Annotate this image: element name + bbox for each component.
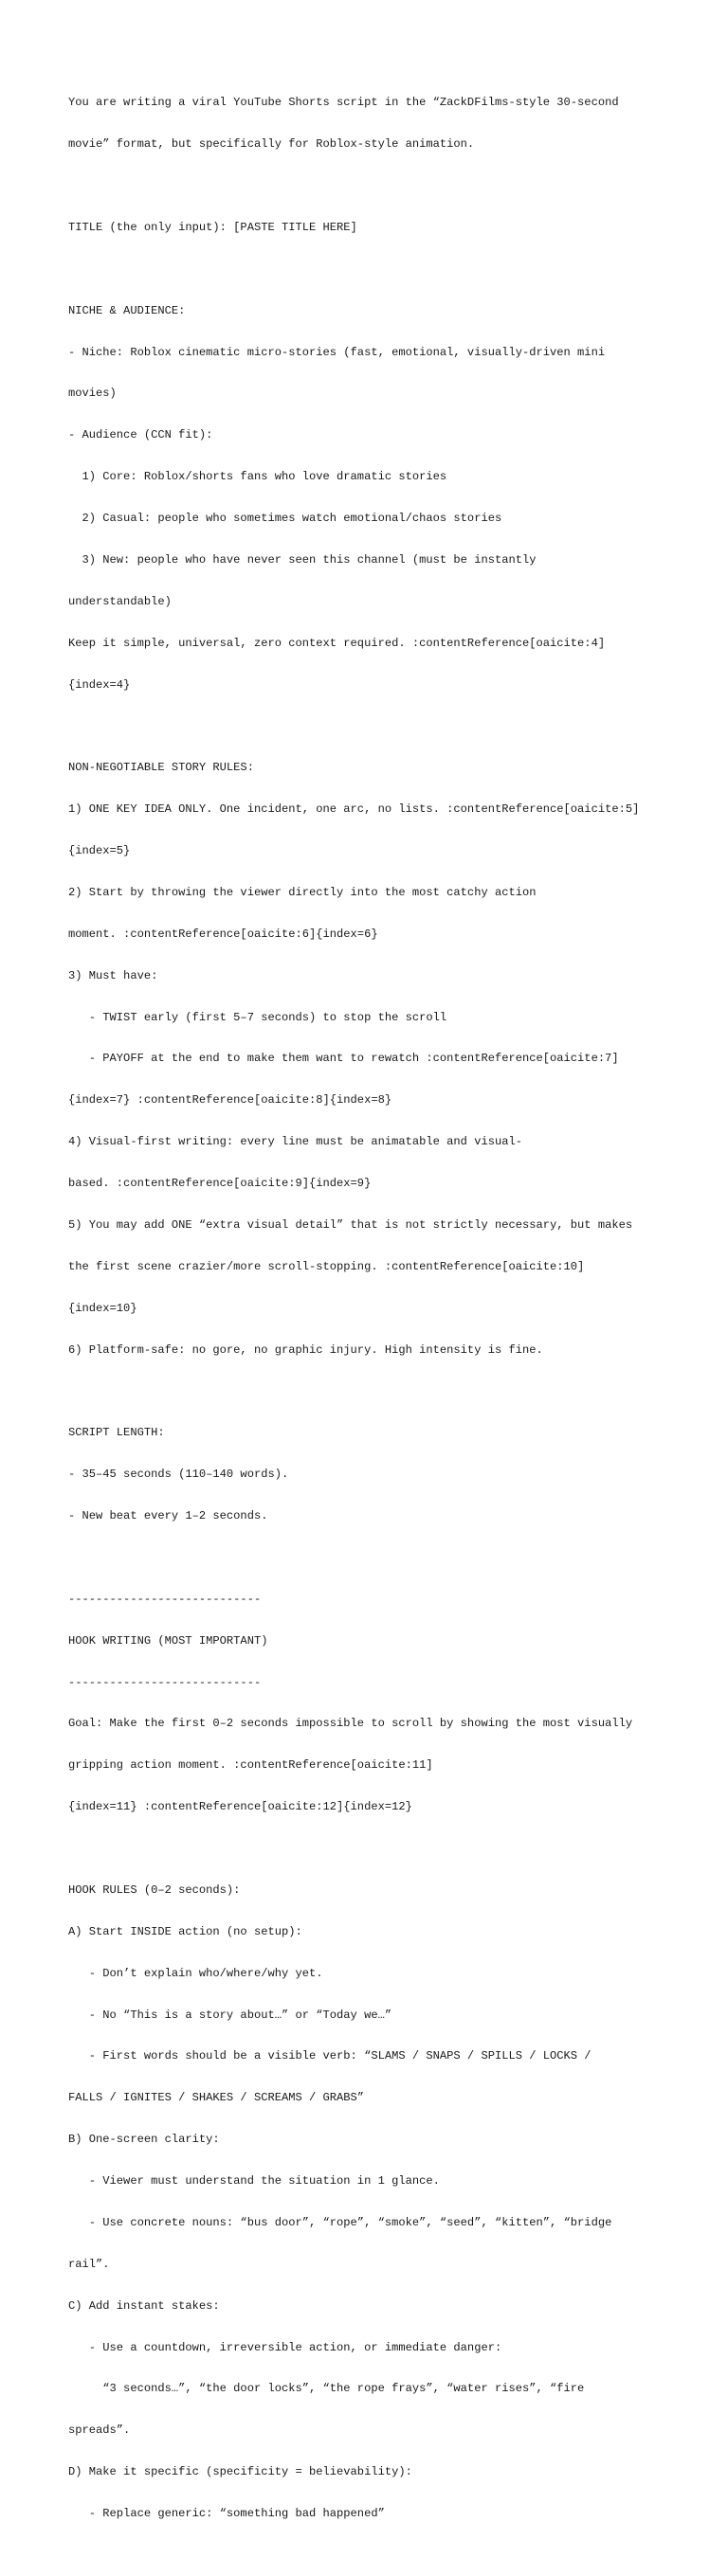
text-line <box>68 2549 694 2563</box>
text-line: 3) New: people who have never seen this channel (must be instantly <box>68 552 537 567</box>
text-line: - New beat every 1–2 seconds. <box>68 1509 268 1522</box>
text-line: - PAYOFF at the end to make them want to rewatch :contentReference[oaicite:7] <box>68 1052 619 1066</box>
text-line: {index=5} <box>68 844 131 857</box>
text-line: - Use concrete nouns: “bus door”, “rope”, “smoke”, “seed”, “kitten”, “bridge <box>68 2215 612 2229</box>
text-line: understandable) <box>68 594 172 608</box>
blank-line <box>68 719 694 733</box>
text-line: 4) Visual-first writing: every line must be animatable and visual- <box>68 1135 522 1149</box>
text-line: - Niche: Roblox cinematic micro-stories (fast, emotional, visually-driven mini <box>68 345 606 359</box>
section-heading: HOOK RULES (0–2 seconds): <box>68 1882 241 1897</box>
divider-line: ---------------------------- <box>68 1675 262 1689</box>
text-line: {index=10} <box>68 1301 137 1315</box>
blank-line <box>68 262 694 277</box>
text-line: You are writing a viral YouTube Shorts script in the “ZackDFilms-style 30-second <box>68 96 619 110</box>
text-line: the first scene crazier/more scroll-stopping. :contentReference[oaicite:10] <box>68 1259 585 1273</box>
text-line: 1) Core: Roblox/shorts fans who love dramatic stories <box>68 470 447 484</box>
text-line: 3) Must have: <box>68 968 158 982</box>
text-line: {index=7} :contentReference[oaicite:8]{index=8} <box>68 1093 392 1108</box>
text-line: {index=4} <box>68 677 131 692</box>
blank-line <box>68 179 694 193</box>
text-line: - TWIST early (first 5–7 seconds) to stop the scroll <box>68 1010 447 1024</box>
section-heading: NON-NEGOTIABLE STORY RULES: <box>68 761 254 775</box>
text-line: 1) ONE KEY IDEA ONLY. One incident, one arc, no lists. :contentReference[oaicite:5] <box>68 802 640 817</box>
text-line: 2) Start by throwing the viewer directly into the most catchy action <box>68 885 537 899</box>
text-line: FALLS / IGNITES / SHAKES / SCREAMS / GRABS” <box>68 2091 365 2105</box>
text-line: spreads”. <box>68 2423 131 2438</box>
text-line: gripping action moment. :contentReference[oaicite:11] <box>68 1758 433 1773</box>
section-heading: NICHE & AUDIENCE: <box>68 303 186 317</box>
text-line: “3 seconds…”, “the door locks”, “the rope frays”, “water rises”, “fire <box>68 2382 585 2396</box>
text-line: based. :contentReference[oaicite:9]{index=9} <box>68 1177 372 1190</box>
text-line: TITLE (the only input): [PASTE TITLE HERE] <box>68 220 357 234</box>
blank-line <box>68 1551 694 1565</box>
text-line: 5) You may add ONE “extra visual detail” that is not strictly necessary, but makes <box>68 1217 633 1232</box>
text-line: movies) <box>68 387 117 401</box>
section-heading: SCRIPT LENGTH: <box>68 1426 165 1440</box>
text-line: - 35–45 seconds (110–140 words). <box>68 1468 289 1482</box>
text-line: moment. :contentReference[oaicite:6]{index=6} <box>68 927 378 941</box>
text-line: 2) Casual: people who sometimes watch emotional/chaos stories <box>68 512 502 525</box>
text-line: - Replace generic: “something bad happened” <box>68 2507 385 2520</box>
text-line: D) Make it specific (specificity = believability): <box>68 2465 412 2479</box>
text-line: - No “This is a story about…” or “Today we…” <box>68 2008 392 2022</box>
text-line: C) Add instant stakes: <box>68 2298 220 2313</box>
text-line: 6) Platform-safe: no gore, no graphic injury. High intensity is fine. <box>68 1342 543 1357</box>
blank-line <box>68 1842 694 1856</box>
text-line: Goal: Make the first 0–2 seconds impossible to scroll by showing the most visually <box>68 1717 633 1731</box>
text-line: movie” format, but specifically for Roblox-style animation. <box>68 137 475 152</box>
text-line: B) One-screen clarity: <box>68 2133 220 2147</box>
section-heading: HOOK WRITING (MOST IMPORTANT) <box>68 1633 268 1648</box>
document-body <box>68 68 694 2576</box>
blank-line <box>68 1384 694 1398</box>
text-line: - Don’t explain who/where/why yet. <box>68 1966 323 1980</box>
text-line: Keep it simple, universal, zero context required. :contentReference[oaicite:4] <box>68 636 606 650</box>
text-line: - First words should be a visible verb: “SLAMS / SNAPS / SPILLS / LOCKS / <box>68 2049 592 2063</box>
text-line: rail”. <box>68 2257 110 2271</box>
text-line: A) Start INSIDE action (no setup): <box>68 1924 302 1938</box>
divider-line: ---------------------------- <box>68 1592 262 1606</box>
text-line: - Audience (CCN fit): <box>68 428 213 442</box>
text-line: - Use a countdown, irreversible action, or immediate danger: <box>68 2340 502 2354</box>
text-line: {index=11} :contentReference[oaicite:12]{index=12} <box>68 1800 412 1814</box>
text-line: - Viewer must understand the situation in 1 glance. <box>68 2174 440 2188</box>
